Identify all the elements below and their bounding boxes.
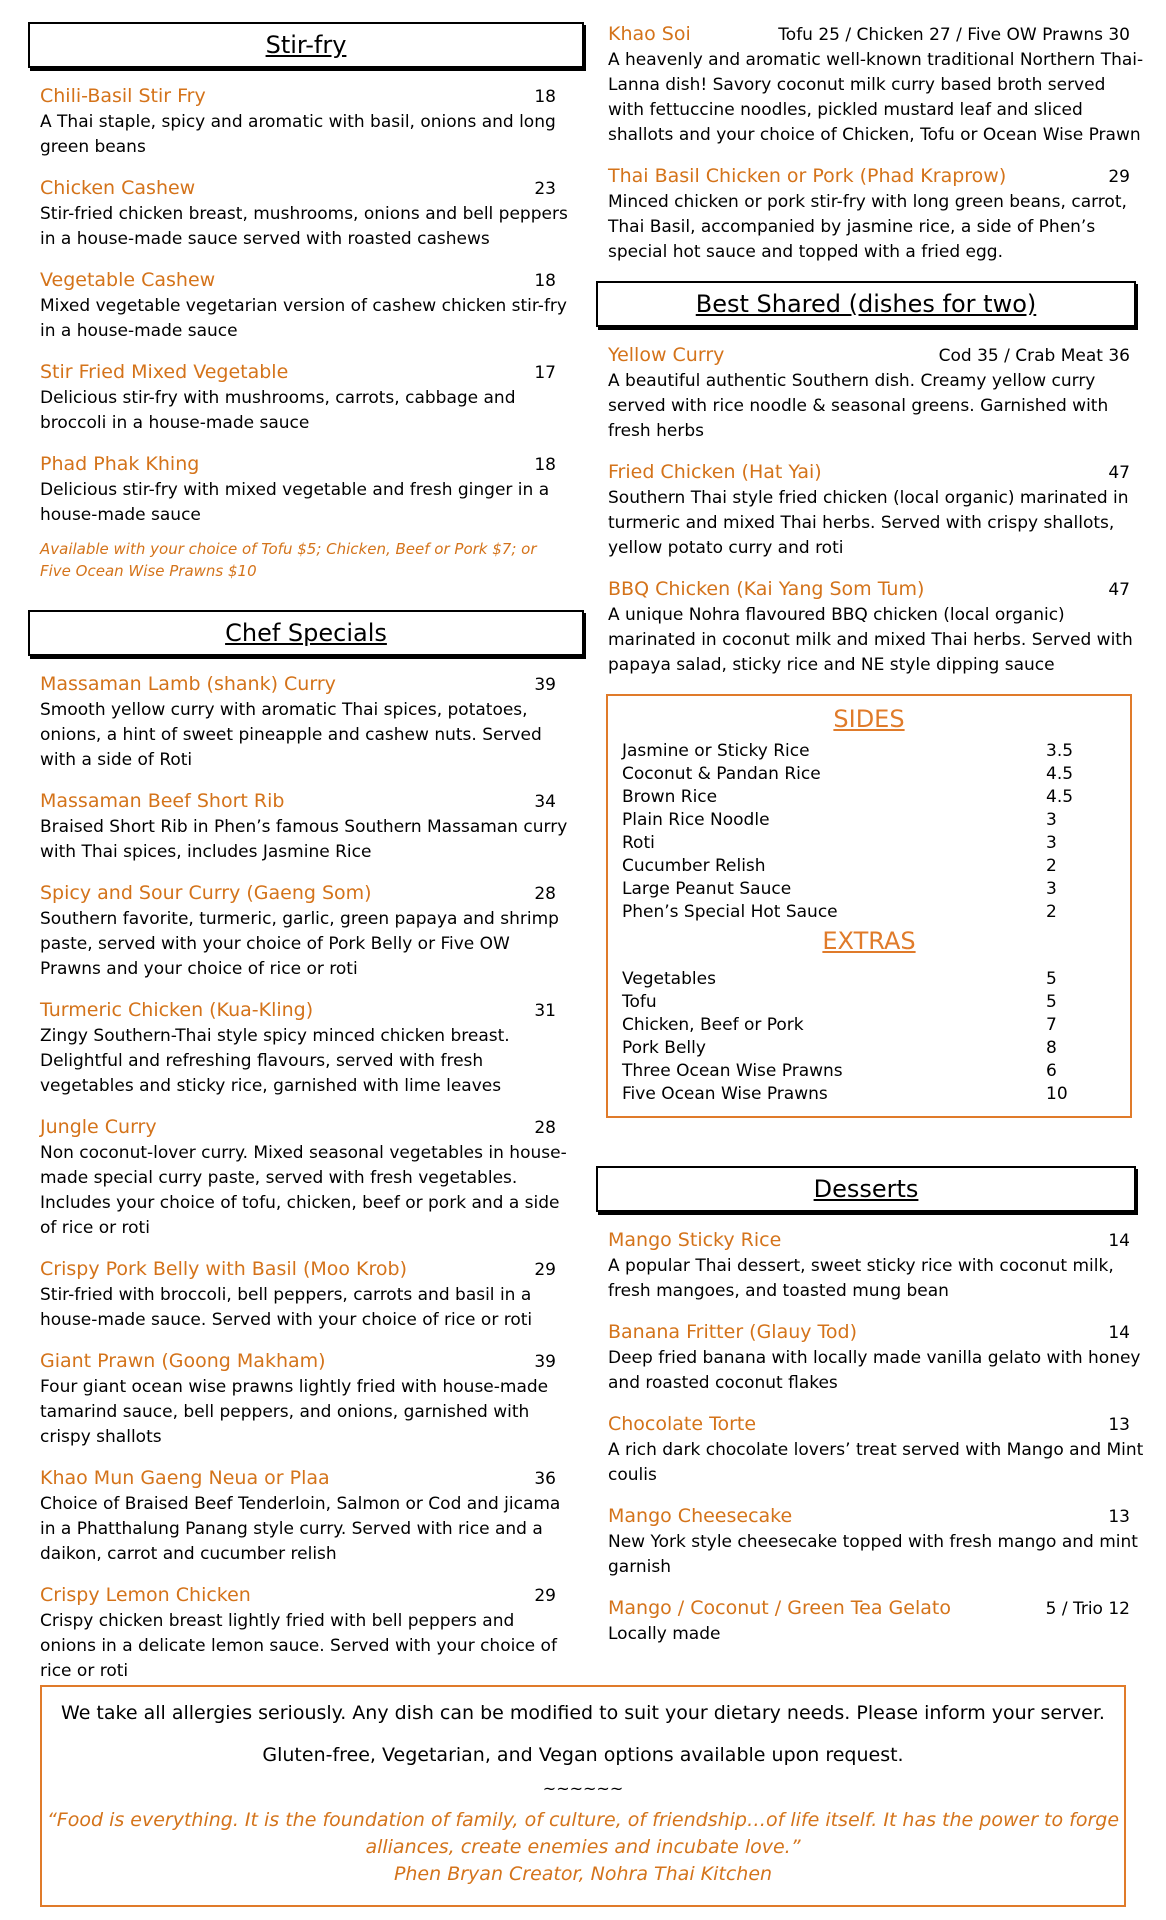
menu-item xyxy=(28,1466,584,1567)
menu-item xyxy=(596,1412,1158,1488)
section-header-desserts xyxy=(596,1166,1136,1212)
item-price: 28 xyxy=(534,1118,556,1138)
item-description: Stir-fried chicken breast, mushrooms, onions and bell peppers in a house-made sauce served with roasted cashews xyxy=(40,204,568,249)
item-price: 28 xyxy=(534,884,556,904)
item-description: A Thai staple, spicy and aromatic with basil, onions and long green beans xyxy=(40,112,556,157)
section-title: Desserts xyxy=(813,1175,919,1203)
item-description: Stir-fried with broccoli, bell peppers, carrots and basil in a house-made sauce. Served with your choice of rice or roti xyxy=(40,1285,533,1330)
menu-item xyxy=(596,1596,1158,1647)
menu-item xyxy=(28,1349,584,1450)
item-name: Yellow Curry xyxy=(608,344,725,366)
menu-item xyxy=(596,1228,1158,1304)
stirfry-list xyxy=(28,84,584,528)
item-name: Vegetable Cashew xyxy=(40,269,216,291)
item-name: Chicken Cashew xyxy=(40,177,196,199)
row-price: 3.5 xyxy=(1046,741,1074,761)
side-row xyxy=(622,763,1116,786)
section-title: Chef Specials xyxy=(225,619,387,647)
item-price: 31 xyxy=(534,1001,556,1021)
menu-item xyxy=(596,1504,1158,1580)
item-description: A beautiful authentic Southern dish. Creamy yellow curry served with rice noodle & seasonal greens. Garnished with fresh herbs xyxy=(608,371,1109,441)
menu-item xyxy=(28,176,584,252)
item-description: Delicious stir-fry with mixed vegetable and fresh ginger in a house-made sauce xyxy=(40,480,550,525)
row-name: Plain Rice Noodle xyxy=(622,810,770,830)
menu-item xyxy=(28,268,584,344)
item-price: 5 / Trio 12 xyxy=(1045,1599,1130,1619)
item-name: Mango Cheesecake xyxy=(608,1505,793,1527)
row-price: 4.5 xyxy=(1046,787,1074,807)
item-name: Chocolate Torte xyxy=(608,1413,757,1435)
section-header-chef xyxy=(28,610,584,656)
footer-box xyxy=(40,1685,1126,1907)
item-description: Delicious stir-fry with mushrooms, carrots, cabbage and broccoli in a house-made sauce xyxy=(40,388,516,433)
item-price: Cod 35 / Crab Meat 36 xyxy=(938,346,1130,366)
row-price: 4.5 xyxy=(1046,764,1074,784)
row-name: Three Ocean Wise Prawns xyxy=(622,1061,843,1081)
item-description: Zingy Southern-Thai style spicy minced chicken breast. Delightful and refreshing flavours, served with fresh vegetables and sticky rice, garnished with lime leaves xyxy=(40,1026,510,1096)
row-name: Phen’s Special Hot Sauce xyxy=(622,902,838,922)
row-price: 2 xyxy=(1046,902,1057,922)
diet-options: Gluten-free, Vegetarian, and Vegan options available upon request. xyxy=(262,1744,904,1766)
featured-list xyxy=(596,22,1158,265)
item-description: Smooth yellow curry with aromatic Thai spices, potatoes, onions, a hint of sweet pineapple and cashew nuts. Served with a side of Roti xyxy=(40,700,542,770)
item-name: Fried Chicken (Hat Yai) xyxy=(608,461,822,483)
item-price: 39 xyxy=(534,675,556,695)
item-description: Four giant ocean wise prawns lightly fried with house-made tamarind sauce, bell peppers, and onions, garnished with crispy shallots xyxy=(40,1377,549,1447)
row-name: Brown Rice xyxy=(622,787,718,807)
row-price: 3 xyxy=(1046,879,1057,899)
item-price: 34 xyxy=(534,792,556,812)
item-name: Khao Soi xyxy=(608,23,691,45)
item-name: Giant Prawn (Goong Makham) xyxy=(40,1350,326,1372)
menu-item xyxy=(28,1115,584,1241)
menu-item xyxy=(28,789,584,865)
menu-item xyxy=(28,360,584,436)
item-price: 18 xyxy=(534,455,556,475)
menu-item xyxy=(596,164,1158,265)
shared-list xyxy=(596,343,1158,678)
sides-title: SIDES xyxy=(833,705,905,733)
item-name: Chili-Basil Stir Fry xyxy=(40,85,206,107)
item-name: Phad Phak Khing xyxy=(40,453,200,475)
right-column xyxy=(596,22,1158,1663)
item-description: Crispy chicken breast lightly fried with bell peppers and onions in a delicate lemon sauce. Served with your choice of rice or roti xyxy=(40,1611,557,1681)
item-price: 47 xyxy=(1108,580,1130,600)
menu-item xyxy=(596,343,1158,444)
left-column xyxy=(28,22,584,1700)
extra-row xyxy=(622,991,1116,1014)
row-name: Chicken, Beef or Pork xyxy=(622,1015,804,1035)
item-description: Braised Short Rib in Phen’s famous Southern Massaman curry with Thai spices, includes Jasmine Rice xyxy=(40,817,568,862)
item-name: Banana Fritter (Glauy Tod) xyxy=(608,1321,858,1343)
menu-item xyxy=(28,1257,584,1333)
item-description: A unique Nohra flavoured BBQ chicken (local organic) marinated in coconut milk and mixed Thai herbs. Served with papaya salad, sticky rice and NE style dipping sauce xyxy=(608,605,1133,675)
item-name: Turmeric Chicken (Kua-Kling) xyxy=(40,999,314,1021)
menu-item xyxy=(596,1320,1158,1396)
item-price: 18 xyxy=(534,87,556,107)
allergy-notice: We take all allergies seriously. Any dish can be modified to suit your dietary needs. Please inform your server. xyxy=(61,1702,1105,1724)
menu-item xyxy=(28,84,584,160)
row-price: 8 xyxy=(1046,1038,1057,1058)
item-description: Deep fried banana with locally made vanilla gelato with honey and roasted coconut flakes xyxy=(608,1348,1141,1393)
row-name: Large Peanut Sauce xyxy=(622,879,792,899)
quote: “Food is everything. It is the foundation of family, of culture, of friendship…of life itself. It has the power to forge alliances, create enemies and incubate love.” xyxy=(46,1809,1120,1858)
attribution: Phen Bryan Creator, Nohra Thai Kitchen xyxy=(393,1863,773,1885)
extra-row xyxy=(622,1037,1116,1060)
row-name: Roti xyxy=(622,833,655,853)
row-name: Vegetables xyxy=(622,969,716,989)
side-row xyxy=(622,786,1116,809)
extra-row xyxy=(622,968,1116,991)
item-description: New York style cheesecake topped with fresh mango and mint garnish xyxy=(608,1532,1138,1577)
item-price: 17 xyxy=(534,363,556,383)
row-price: 10 xyxy=(1046,1084,1068,1104)
item-price: 14 xyxy=(1108,1323,1130,1343)
item-name: Mango Sticky Rice xyxy=(608,1229,782,1251)
side-row xyxy=(622,832,1116,855)
divider: ~~~~~~ xyxy=(542,1779,624,1798)
item-price: Tofu 25 / Chicken 27 / Five OW Prawns 30 xyxy=(778,25,1130,45)
side-row xyxy=(622,809,1116,832)
item-name: Spicy and Sour Curry (Gaeng Som) xyxy=(40,882,372,904)
row-price: 3 xyxy=(1046,810,1057,830)
item-price: 29 xyxy=(534,1586,556,1606)
extras-title: EXTRAS xyxy=(822,927,916,955)
item-description: Non coconut-lover curry. Mixed seasonal vegetables in house-made special curry paste, served with fresh vegetables. Includes your choice of tofu, chicken, beef or pork and a side of rice or roti xyxy=(40,1143,567,1238)
row-name: Tofu xyxy=(622,992,657,1012)
side-row xyxy=(622,855,1116,878)
item-name: Massaman Lamb (shank) Curry xyxy=(40,673,336,695)
item-price: 13 xyxy=(1108,1507,1130,1527)
item-description: Mixed vegetable vegetarian version of cashew chicken stir-fry in a house-made sauce xyxy=(40,296,567,341)
item-description: Choice of Braised Beef Tenderloin, Salmon or Cod and jicama in a Phatthalung Panang style curry. Served with rice and a daikon, carrot and cucumber relish xyxy=(40,1494,561,1564)
menu-item xyxy=(596,22,1158,148)
item-price: 29 xyxy=(1108,167,1130,187)
row-price: 5 xyxy=(1046,992,1057,1012)
extra-row xyxy=(622,1060,1116,1083)
sides-box xyxy=(606,694,1132,1118)
item-name: Khao Mun Gaeng Neua or Plaa xyxy=(40,1467,330,1489)
side-row xyxy=(622,901,1116,924)
row-price: 2 xyxy=(1046,856,1057,876)
item-description: A heavenly and aromatic well-known traditional Northern Thai-Lanna dish! Savory coconut milk curry based broth served with fettuccine noodles, pickled mustard leaf and sliced shallots and your choice of Chicken, Tofu or Ocean Wise Prawn xyxy=(608,50,1144,145)
item-name: Mango / Coconut / Green Tea Gelato xyxy=(608,1597,951,1619)
menu-item xyxy=(596,577,1158,678)
chef-list xyxy=(28,672,584,1684)
extra-row xyxy=(622,1083,1116,1106)
item-name: BBQ Chicken (Kai Yang Som Tum) xyxy=(608,578,925,600)
extra-row xyxy=(622,1014,1116,1037)
row-name: Five Ocean Wise Prawns xyxy=(622,1084,828,1104)
item-name: Crispy Lemon Chicken xyxy=(40,1584,251,1606)
menu-item xyxy=(28,1583,584,1684)
protein-note: Available with your choice of Tofu $5; Chicken, Beef or Pork $7; or Five Ocean Wise Prawns $10 xyxy=(40,540,537,580)
item-price: 36 xyxy=(534,1469,556,1489)
side-row xyxy=(622,878,1116,901)
item-description: Southern favorite, turmeric, garlic, green papaya and shrimp paste, served with your choice of Pork Belly or Five OW Prawns and your choice of rice or roti xyxy=(40,909,559,979)
row-name: Cucumber Relish xyxy=(622,856,766,876)
section-title: Stir-fry xyxy=(265,31,347,59)
item-name: Massaman Beef Short Rib xyxy=(40,790,285,812)
item-price: 39 xyxy=(534,1352,556,1372)
sides-list xyxy=(622,740,1116,924)
item-name: Stir Fried Mixed Vegetable xyxy=(40,361,289,383)
item-description: Locally made xyxy=(608,1624,721,1644)
row-name: Jasmine or Sticky Rice xyxy=(622,741,810,761)
row-price: 7 xyxy=(1046,1015,1057,1035)
item-description: A popular Thai dessert, sweet sticky rice with coconut milk, fresh mangoes, and toasted mung bean xyxy=(608,1256,1114,1301)
extras-list xyxy=(622,968,1116,1106)
menu-item xyxy=(596,460,1158,561)
row-name: Coconut & Pandan Rice xyxy=(622,764,821,784)
menu-item xyxy=(28,998,584,1099)
item-name: Crispy Pork Belly with Basil (Moo Krob) xyxy=(40,1258,407,1280)
dessert-list xyxy=(596,1228,1158,1647)
row-price: 6 xyxy=(1046,1061,1057,1081)
section-header-shared xyxy=(596,281,1136,327)
row-name: Pork Belly xyxy=(622,1038,706,1058)
item-price: 29 xyxy=(534,1260,556,1280)
menu-item xyxy=(28,452,584,528)
item-price: 14 xyxy=(1108,1231,1130,1251)
section-header-stirfry xyxy=(28,22,584,68)
item-name: Thai Basil Chicken or Pork (Phad Kraprow) xyxy=(608,165,1007,187)
item-price: 13 xyxy=(1108,1415,1130,1435)
item-price: 47 xyxy=(1108,463,1130,483)
item-price: 23 xyxy=(534,179,556,199)
side-row xyxy=(622,740,1116,763)
item-price: 18 xyxy=(534,271,556,291)
item-name: Jungle Curry xyxy=(40,1116,157,1138)
menu-item xyxy=(28,672,584,773)
item-description: A rich dark chocolate lovers’ treat served with Mango and Mint coulis xyxy=(608,1440,1144,1485)
section-title: Best Shared (dishes for two) xyxy=(695,290,1037,318)
row-price: 3 xyxy=(1046,833,1057,853)
row-price: 5 xyxy=(1046,969,1057,989)
item-description: Southern Thai style fried chicken (local organic) marinated in turmeric and mixed Thai herbs. Served with crispy shallots, yellow potato curry and roti xyxy=(608,488,1129,558)
menu-item xyxy=(28,881,584,982)
item-description: Minced chicken or pork stir-fry with long green beans, carrot, Thai Basil, accompanied by jasmine rice, a side of Phen’s special hot sauce and topped with a fried egg. xyxy=(608,192,1127,262)
